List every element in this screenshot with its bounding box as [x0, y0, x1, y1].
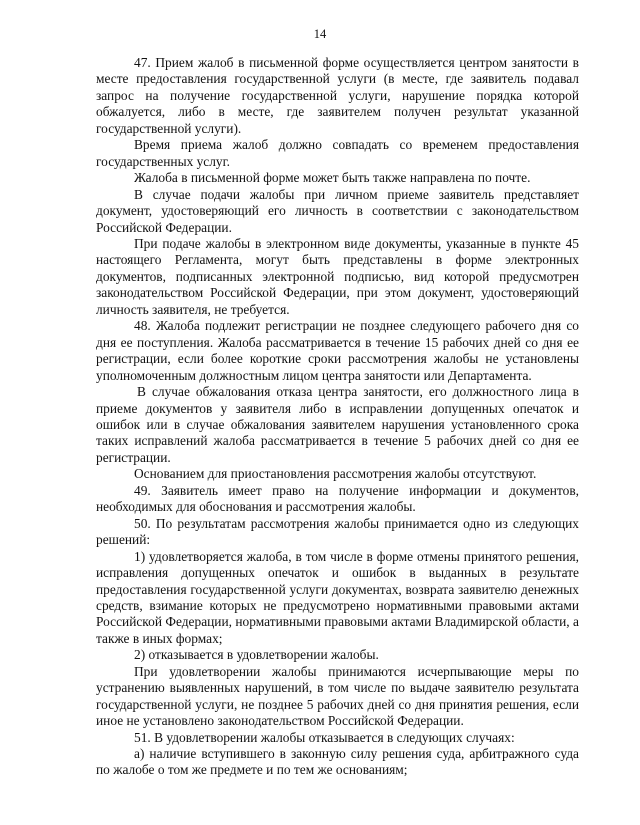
paragraph-50: 50. По результатам рассмотрения жалобы принимается одно из следующих решений: — [96, 515, 579, 548]
paragraph-51-item-a: а) наличие вступившего в законную силу решения суда, арбитражного суда по жалобе о том же предмете и по тем же основаниям; — [96, 746, 579, 778]
paragraph-satisfaction-measures: При удовлетворении жалобы принимаются исчерпывающие меры по устранению выявленных нарушений, в том числе по выдаче заявителю результата государственной услуги, не позднее 5 рабочих дней со дня принятия решения, если иное не установлено законодательством Российской Федерации. — [96, 663, 579, 729]
document-body — [96, 55, 579, 779]
page-number: 14 — [313, 27, 327, 41]
paragraph-postal: Жалоба в письменной форме может быть также направлена по почте. — [134, 170, 531, 186]
paragraph-personal-reception: В случае подачи жалобы при личном приеме заявитель представляет документ, удостоверяющий его личность в соответствии с законодательством Российской Федерации. — [96, 186, 579, 235]
paragraph-49: 49. Заявитель имеет право на получение информации и документов, необходимых для обоснования и рассмотрения жалобы. — [96, 482, 579, 515]
paragraph-suspension: Основанием для приостановления рассмотрения жалобы отсутствуют. — [134, 466, 537, 482]
paragraph-50-item-2: 2) отказывается в удовлетворении жалобы. — [134, 647, 379, 663]
paragraph-50-item-1: 1) удовлетворяется жалоба, в том числе в форме отмены принятого решения, исправления допущенных опечаток и ошибок в выданных в результате предоставления государственной услуги документах, возврата заявителю денежных средств, взимание которых не предусмотрено нормативными правовыми актами Российской Федерации, нормативными правовыми актами Владимирской области, а также в иных формах; — [96, 548, 579, 646]
paragraph-electronic: При подаче жалобы в электронном виде документы, указанные в пункте 45 настоящего Регламента, могут быть представлены в форме электронных документов, подписанных электронной подписью, вид которой предусмотрен законодательством Российской Федерации, при этом документ, удостоверяющий личность заявителя, не требуется. — [96, 235, 579, 317]
paragraph-reception-time: Время приема жалоб должно совпадать со временем предоставления государственных услуг. — [96, 137, 579, 169]
paragraph-refusal-appeal: В случае обжалования отказа центра занятости, его должностного лица в приеме документов у заявителя либо в исправлении допущенных опечаток и ошибок или в случае обжалования заявителем нарушения установленного срока таких исправлений жалоба рассматривается в течение 5 рабочих дней со дня ее регистрации. — [96, 384, 579, 465]
paragraph-51: 51. В удовлетворении жалобы отказывается в следующих случаях: — [134, 729, 515, 745]
paragraph-47: 47. Прием жалоб в письменной форме осуществляется центром занятости в месте предоставления государственной услуги (в месте, где заявитель подавал запрос на получение государственной услуги, нарушение порядка которой обжалуется, либо в месте, где заявителем получен результат указанной государственной услуги). — [96, 55, 579, 136]
paragraph-48: 48. Жалоба подлежит регистрации не позднее следующего рабочего дня со дня ее поступления. Жалоба рассматривается в течение 15 рабочих дней со дня ее регистрации, если более короткие сроки рассмотрения жалобы не установлены уполномоченным должностным лицом центра занятости или Департамента. — [96, 318, 579, 383]
